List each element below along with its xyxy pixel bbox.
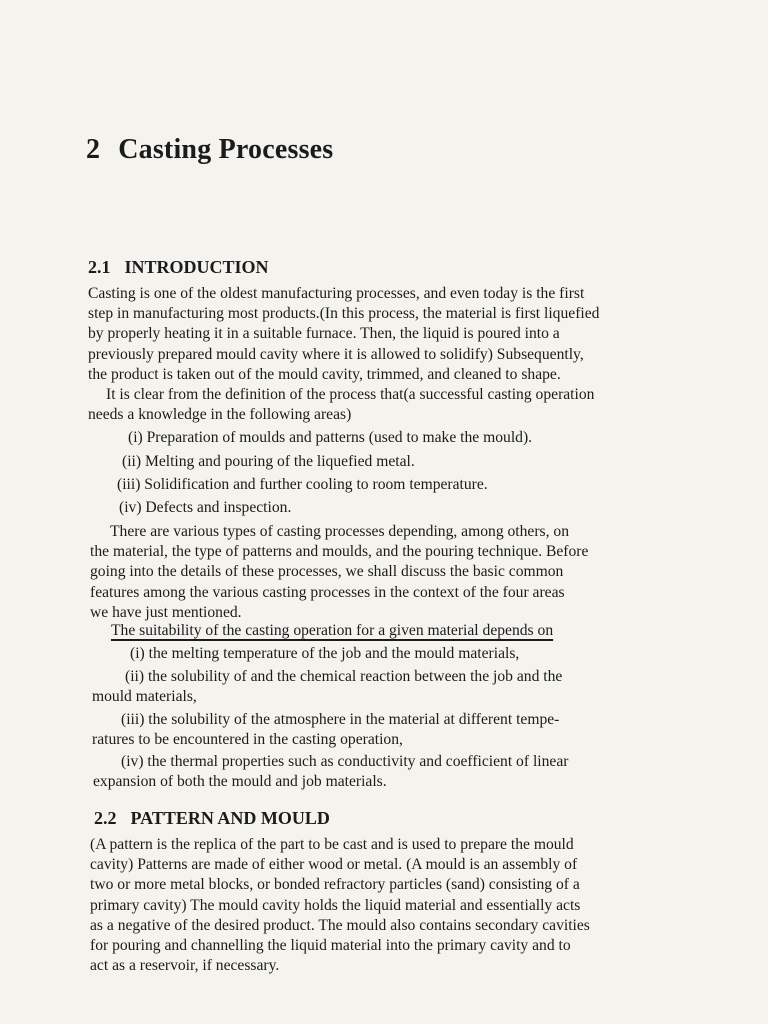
area-item-ii: (ii) Melting and pouring of the liquefied metal. [122,453,415,470]
text-line: features among the various casting processes in the context of the four areas [90,583,565,601]
intro-paragraph-1 [88,284,654,385]
text-line: two or more metal blocks, or bonded refractory particles (sand) consisting of a [90,876,580,894]
section-title: PATTERN AND MOULD [130,808,330,828]
text-line: previously prepared mould cavity where it is allowed to solidify) Subsequently, [88,345,584,363]
text-line: the material, the type of patterns and moulds, and the pouring technique. Before [90,543,589,561]
text-line: for pouring and channelling the liquid material into the primary cavity and to [90,937,571,955]
text-line: primary cavity) The mould cavity holds the liquid material and essentially acts [90,896,581,914]
factor-item-iv: (iv) the thermal properties such as conductivity and coefficient of linear [121,753,569,770]
section-number: 2.2 [94,808,117,828]
text-line: the product is taken out of the mould cavity, trimmed, and cleaned to shape. [88,365,561,383]
area-item-iii: (iii) Solidification and further cooling to room temperature. [117,476,488,493]
area-item-iv: (iv) Defects and inspection. [119,499,292,516]
factor-item-ii: (ii) the solubility of and the chemical reaction between the job and the [125,668,563,685]
text-line: we have just mentioned. [90,603,242,621]
text-line: It is clear from the definition of the process that(a successful casting operation [106,386,595,403]
chapter-title: Casting Processes [118,134,334,165]
text-line: cavity) Patterns are made of either wood or metal. (A mould is an assembly of [90,856,578,874]
text-line: (A pattern is the replica of the part to be cast and is used to prepare the mould [90,836,574,853]
factor-item-iii: (iii) the solubility of the atmosphere in the material at different tempe- [121,711,560,728]
section-number: 2.1 [88,257,111,277]
factor-item-iv-cont: expansion of both the mould and job materials. [93,773,387,790]
pattern-paragraph-1 [90,835,656,976]
chapter-heading [86,134,333,166]
section-heading-pattern-and-mould [94,808,330,829]
factor-item-ii-cont: mould materials, [92,688,197,705]
text-line: act as a reservoir, if necessary. [90,957,280,975]
section-heading-introduction [88,257,269,278]
text-line: step in manufacturing most products.(In this process, the material is first liquefied [88,305,600,323]
text-line: Casting is one of the oldest manufacturing processes, and even today is the first [88,285,585,302]
text-line: going into the details of these processes, we shall discuss the basic common [90,563,564,581]
text-line: needs a knowledge in the following areas) [88,406,352,424]
chapter-number: 2 [86,134,101,165]
section-title: INTRODUCTION [124,257,269,277]
suitability-sentence: The suitability of the casting operation for a given material depends on [111,622,554,639]
area-item-i: (i) Preparation of moulds and patterns (used to make the mould). [128,429,533,446]
text-line: by properly heating it in a suitable furnace. Then, the liquid is poured into a [88,325,560,343]
text-line: as a negative of the desired product. The mould also contains secondary cavities [90,916,590,934]
intro-paragraph-3 [90,522,656,623]
factor-item-iii-cont: ratures to be encountered in the casting operation, [92,731,403,748]
factor-item-i: (i) the melting temperature of the job and the mould materials, [130,645,520,662]
text-line: There are various types of casting processes depending, among others, on [110,523,570,540]
intro-paragraph-2 [88,385,654,425]
